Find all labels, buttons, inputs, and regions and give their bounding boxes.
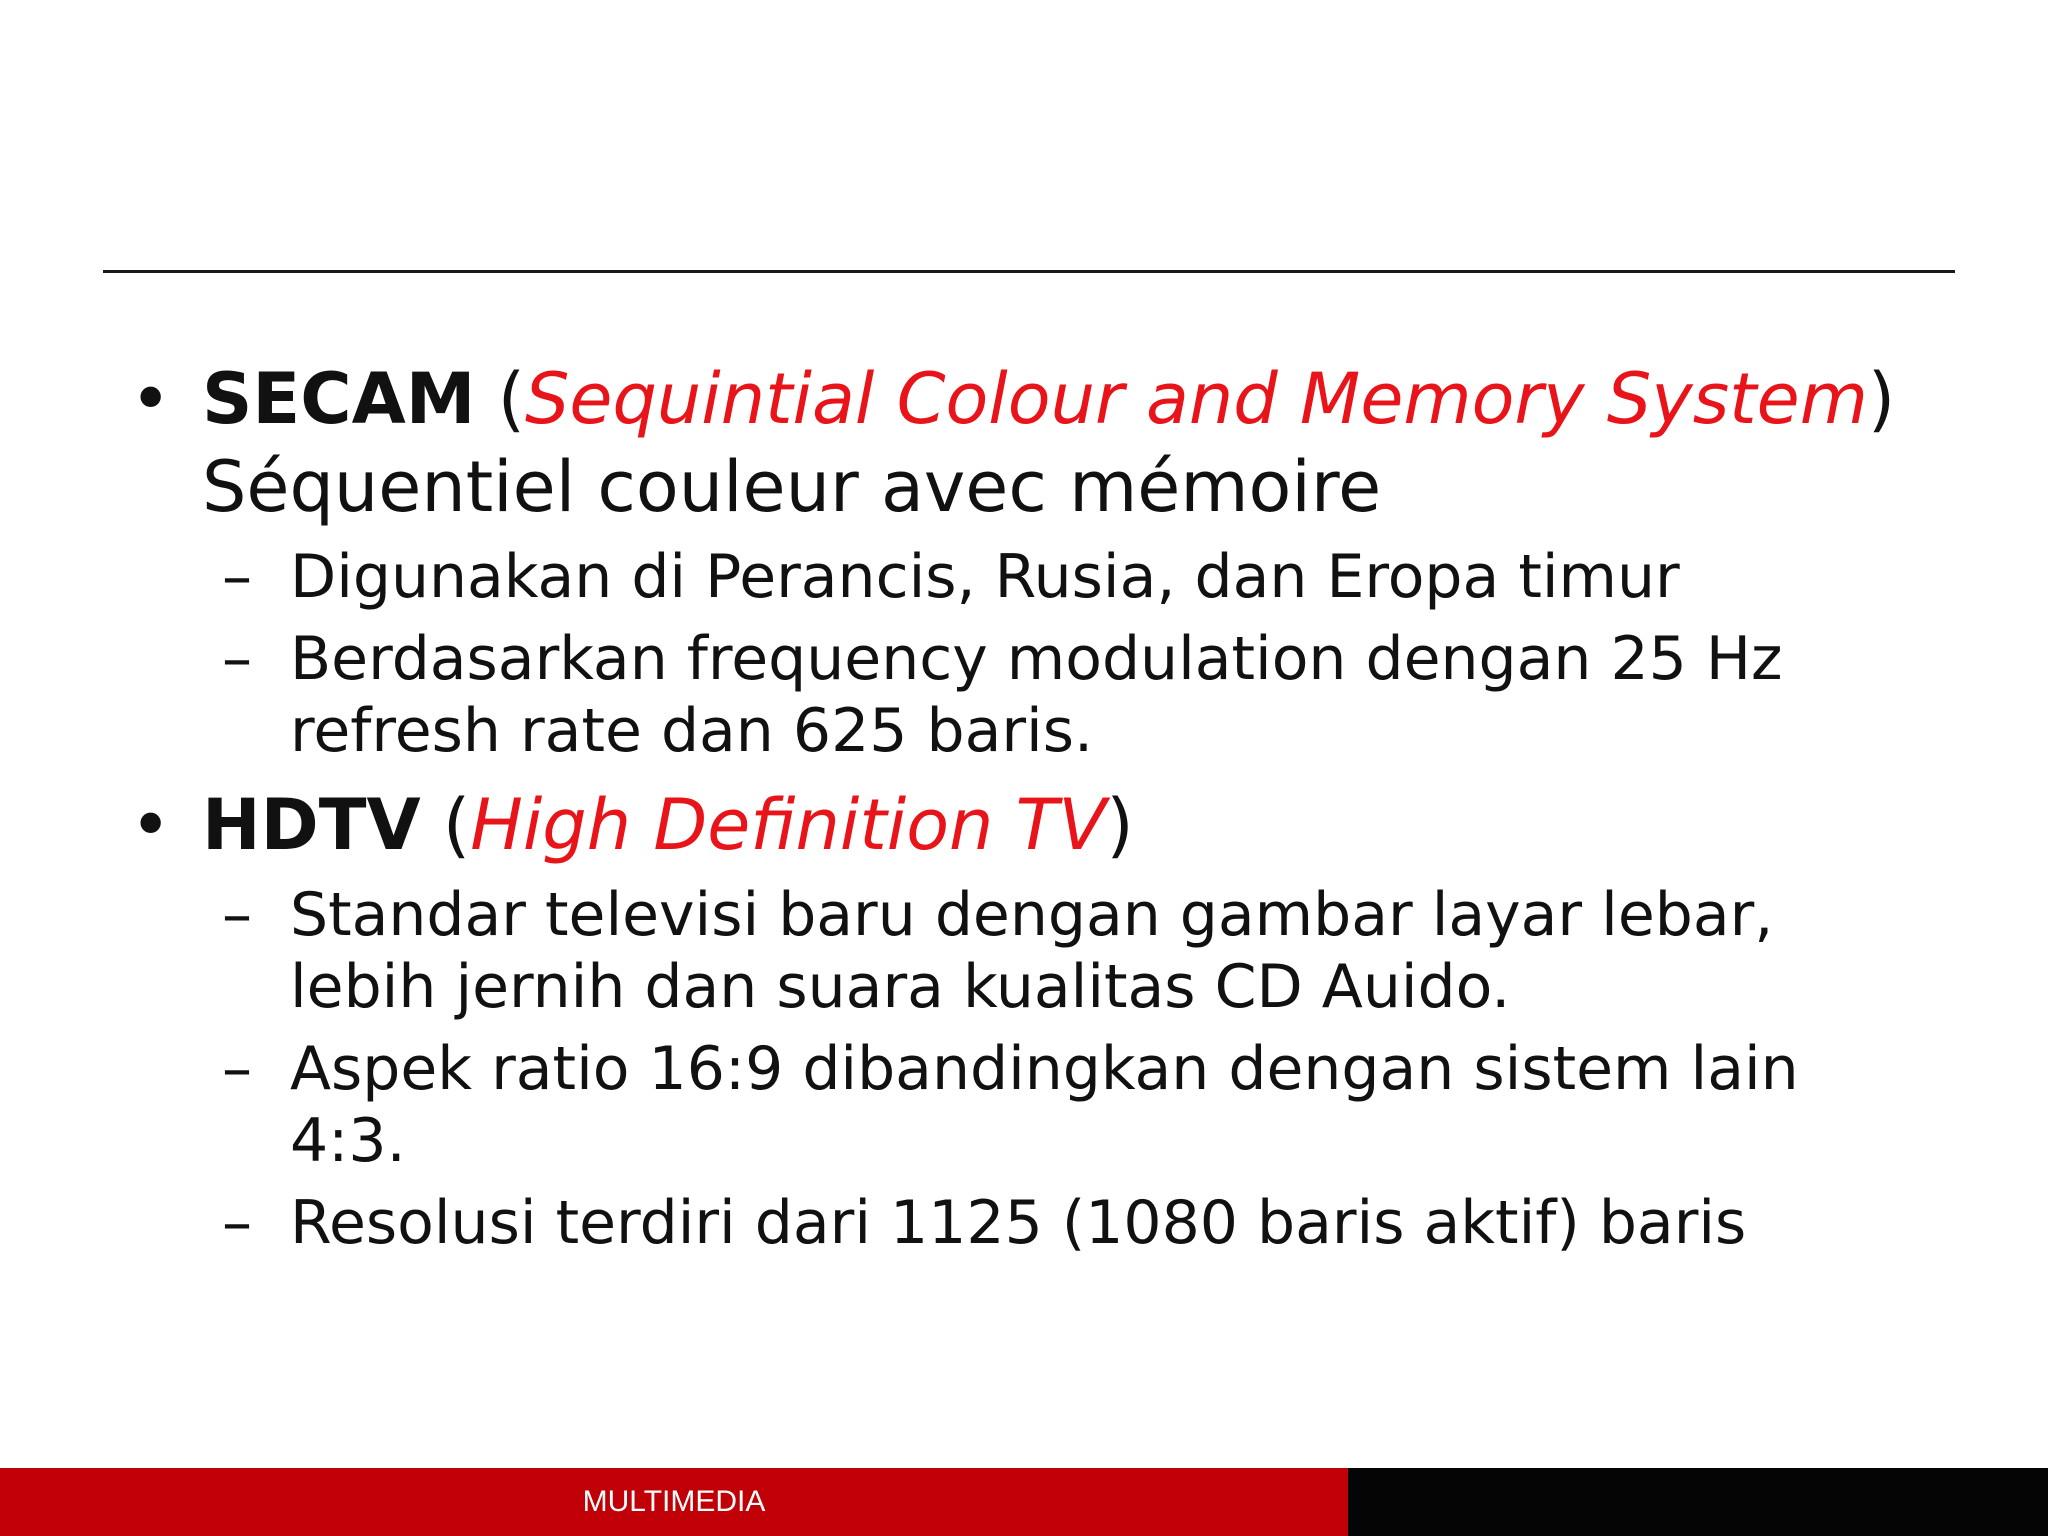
dash-marker: – bbox=[222, 542, 252, 612]
bullet-expansion: High Definition TV bbox=[470, 784, 1107, 866]
sub-item-text-cont: lebih jernih dan suara kualitas CD Auido. bbox=[290, 952, 1511, 1022]
bullet-dot: • bbox=[130, 784, 172, 866]
dash-marker: – bbox=[222, 624, 252, 694]
dash-marker: – bbox=[222, 880, 252, 950]
title-divider bbox=[103, 270, 1955, 273]
sub-item-text-cont: refresh rate dan 625 baris. bbox=[290, 696, 1094, 766]
open-paren: ( bbox=[475, 358, 525, 440]
sub-item bbox=[130, 879, 1930, 1023]
sub-item-text: Berdasarkan frequency modulation dengan 25 Hz bbox=[290, 624, 1783, 694]
sub-item bbox=[130, 1187, 1930, 1259]
close-paren: ) bbox=[1867, 358, 1896, 440]
bullet-term: SECAM bbox=[202, 358, 476, 440]
sub-item-text: Resolusi terdiri dari 1125 (1080 baris aktif) baris bbox=[290, 1188, 1747, 1258]
bullet-term: HDTV bbox=[202, 784, 421, 866]
footer-bar bbox=[0, 1468, 2048, 1536]
open-paren: ( bbox=[420, 784, 471, 866]
sub-item-text-cont: 4:3. bbox=[290, 1106, 406, 1176]
sub-item-text: Aspek ratio 16:9 dibandingkan dengan sistem lain bbox=[290, 1034, 1799, 1104]
sub-item bbox=[130, 1033, 1930, 1177]
footer-label: MULTIMEDIA bbox=[582, 1485, 766, 1518]
bullet-expansion: Sequintial Colour and Memory System bbox=[525, 358, 1868, 440]
close-paren: ) bbox=[1106, 784, 1134, 866]
sub-item-text: Digunakan di Perancis, Rusia, dan Eropa timur bbox=[290, 542, 1680, 612]
bullet-secam bbox=[130, 355, 1930, 531]
bullet-secam-line2: Séquentiel couleur avec mémoire bbox=[202, 446, 1382, 528]
sub-item bbox=[130, 541, 1930, 613]
dash-marker: – bbox=[222, 1188, 252, 1258]
slide-body bbox=[130, 355, 1930, 1259]
bullet-hdtv bbox=[130, 781, 1930, 869]
bullet-hdtv-line1 bbox=[202, 781, 1930, 869]
bullet-dot: • bbox=[130, 358, 172, 440]
sub-item bbox=[130, 623, 1930, 767]
sub-item-text: Standar televisi baru dengan gambar layar lebar, bbox=[290, 880, 1774, 950]
bullet-secam-line1 bbox=[202, 355, 1930, 443]
dash-marker: – bbox=[222, 1034, 252, 1104]
footer-black-band bbox=[1348, 1468, 2048, 1536]
